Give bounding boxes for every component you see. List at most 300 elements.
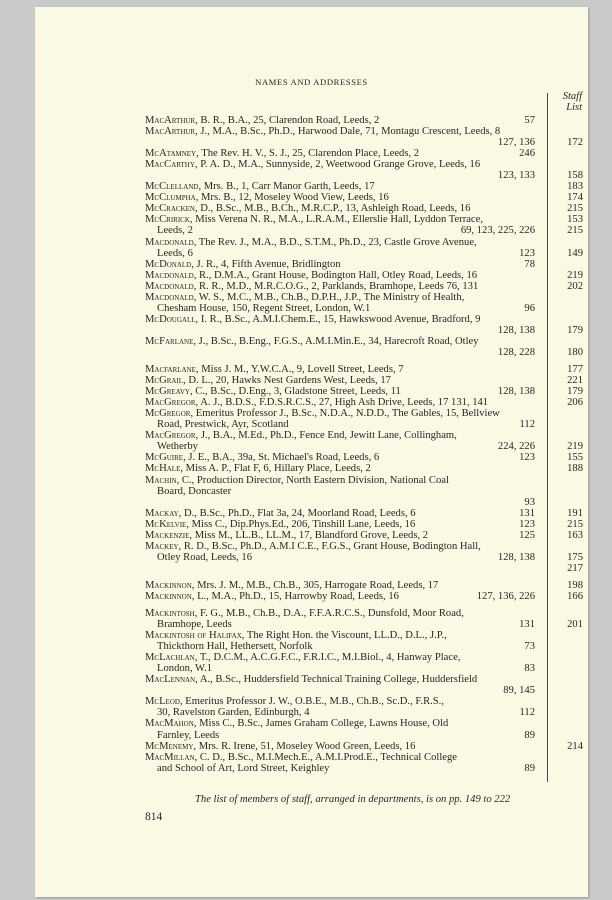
entry-text xyxy=(145,159,480,170)
entry-details: , R. R., M.D., M.R.C.O.G., 2, Parklands, Bramhope, Leeds 76, 131 xyxy=(193,280,479,292)
entry-text xyxy=(157,641,313,652)
directory-entry xyxy=(145,475,547,508)
entry-text xyxy=(145,115,379,126)
entry-line xyxy=(145,529,583,541)
directory-entry xyxy=(145,375,583,387)
entry-details: , D. L., 20, Hawks Nest Gardens West, Leeds, 17 xyxy=(183,375,391,387)
entry-text xyxy=(145,336,479,347)
entry-text xyxy=(145,364,404,375)
entry-surname: Macdonald xyxy=(145,291,194,303)
entry-text xyxy=(157,619,232,630)
entry-surname: MacCarthy xyxy=(145,159,195,171)
directory-entry xyxy=(145,540,583,574)
page-references: 246 xyxy=(519,148,535,160)
page-references: 224, 226 xyxy=(497,441,535,453)
entry-surname: McCracken xyxy=(145,203,195,215)
entry-details: , F. G., M.B., Ch.B., D.A., F.F.A.R.C.S., Dunsfold, Moor Road, xyxy=(194,608,464,620)
entry-continuation-line xyxy=(145,562,583,574)
entry-details: , W. S., M.C., M.B., Ch.B., D.P.H., J.P., The Ministry of Health, xyxy=(193,291,465,303)
entry-line xyxy=(145,126,547,137)
staff-list-page: 158 xyxy=(567,170,583,182)
entry-line xyxy=(145,314,547,325)
entry-text xyxy=(145,281,478,292)
entry-text xyxy=(145,741,415,752)
entry-details: , B. R., B.A., 25, Clarendon Road, Leeds, 2 xyxy=(195,115,380,126)
staff-list-page: 177 xyxy=(567,364,583,376)
entry-line xyxy=(145,237,547,248)
staff-list-page: 219 xyxy=(567,269,583,281)
staff-heading-line2: List xyxy=(566,102,582,113)
entry-surname: Mackintosh of Halifax xyxy=(145,630,242,642)
entry-text xyxy=(145,591,399,602)
entry-surname: Mackinnon xyxy=(145,590,192,602)
entry-line xyxy=(145,718,547,729)
entry-details: , Emeritus Professor J. W., O.B.E., M.B., Ch.B., Sc.D., F.R.S., xyxy=(179,696,444,708)
entry-text xyxy=(145,203,470,214)
entry-details: Farnley, Leeds xyxy=(157,729,220,741)
entry-line xyxy=(145,579,583,591)
staff-list-page: 155 xyxy=(567,452,583,464)
page-references: 127, 136, 226 xyxy=(476,590,535,602)
entry-details: , D., B.Sc., M.B., B.Ch., M.R.C.P., 13, Ashleigh Road, Leeds, 16 xyxy=(194,203,471,215)
entry-details: , Mrs. B., 12, Moseley Wood View, Leeds, 16 xyxy=(195,192,389,204)
page-references: 127, 136 xyxy=(497,137,535,149)
entry-text xyxy=(157,730,219,741)
entry-text xyxy=(145,148,419,159)
staff-list-page: 198 xyxy=(567,579,583,591)
entry-continuation-line xyxy=(145,641,547,652)
page-references: 112 xyxy=(519,707,535,719)
entry-continuation-line xyxy=(145,763,547,774)
entry-continuation-line xyxy=(145,303,547,314)
entry-details: , Miss J. M., Y.W.C.A., 9, Lovell Street, Leeds, 7 xyxy=(195,364,404,376)
entry-line xyxy=(145,192,583,204)
entry-surname: McGreavy xyxy=(145,386,190,398)
entry-surname: MacMahon xyxy=(145,718,194,730)
directory-entry xyxy=(145,126,583,149)
entry-surname: Macdonald xyxy=(145,280,194,292)
entry-line xyxy=(145,408,547,419)
entry-details: , J. E., B.A., 39a, St. Michael's Road, Leeds, 6 xyxy=(183,452,380,464)
entry-details: , The Rev. J., M.A., B.D., S.T.M., Ph.D., 23, Castle Grove Avenue, xyxy=(193,236,477,248)
directory-entry xyxy=(145,652,547,674)
entry-details: Board, Doncaster xyxy=(157,485,232,497)
entry-continuation-line xyxy=(145,324,583,336)
entry-details: , The Right Hon. the Viscount, LL.D., D.L., J.P., xyxy=(241,630,447,642)
entry-line xyxy=(145,181,583,193)
entry-line xyxy=(145,475,547,486)
staff-list-page: 215 xyxy=(567,518,583,530)
entry-text xyxy=(145,397,488,408)
entry-text xyxy=(145,270,477,281)
entry-details: , I. R., B.Sc., A.M.I.Chem.E., 15, Hawkswood Avenue, Bradford, 9 xyxy=(195,313,481,325)
entry-text xyxy=(157,486,231,497)
entry-details: , C. D., B.Sc., M.I.Mech.E., A.M.I.Prod.E., Technical College xyxy=(194,751,457,763)
entry-text xyxy=(145,674,477,685)
entry-line xyxy=(145,752,547,763)
entry-text xyxy=(145,430,457,441)
page-references: 123 xyxy=(519,452,535,464)
entry-surname: McGrail xyxy=(145,375,184,387)
entry-details: , J., B.Sc., B.Eng., F.G.S., A.M.I.Min.E., 34, Harecroft Road, Otley xyxy=(193,335,479,347)
page-number: 814 xyxy=(145,811,163,823)
entry-details: , P. A. D., M.A., Sunnyside, 2, Weetwood Grange Grove, Leeds, 16 xyxy=(194,159,481,171)
page-references: 73 xyxy=(524,641,535,653)
entry-details: , C., Production Director, North Eastern Division, National Coal xyxy=(176,474,449,486)
entry-line xyxy=(145,115,547,126)
staff-list-column-heading xyxy=(552,91,582,113)
entry-line xyxy=(145,463,583,475)
entry-surname: McFarlane xyxy=(145,335,194,347)
directory-entry xyxy=(145,181,583,193)
directory-entry xyxy=(145,452,583,464)
entry-surname: McClumpha xyxy=(145,192,196,204)
directory-entry xyxy=(145,148,547,159)
entry-surname: McGregor xyxy=(145,408,191,420)
entry-text xyxy=(145,519,415,530)
entry-details: Bramhope, Leeds xyxy=(157,619,232,631)
entry-details: , Miss M., LL.B., LL.M., 17, Blandford Grove, Leeds, 2 xyxy=(189,529,429,541)
page-references: 128, 228 xyxy=(497,346,535,358)
entry-line xyxy=(145,674,547,685)
entry-details: Road, Prestwick, Ayr, Scotland xyxy=(157,419,289,431)
entry-details: , A., B.Sc., Huddersfield Technical Training College, Huddersfield xyxy=(195,674,478,686)
staff-list-page: 221 xyxy=(567,375,583,387)
entry-surname: Mackenzie xyxy=(145,529,190,541)
entry-surname: Macdonald xyxy=(145,236,194,248)
entry-surname: McClelland xyxy=(145,181,199,193)
entry-line xyxy=(145,590,583,602)
entry-text xyxy=(145,752,457,763)
entry-continuation-line xyxy=(145,707,547,718)
entry-details: , Mrs. J. M., M.B., Ch.B., 305, Harrogate Road, Leeds, 17 xyxy=(191,579,439,591)
entry-line xyxy=(145,430,547,441)
entry-text xyxy=(157,225,193,236)
page-references: 83 xyxy=(524,663,535,675)
entry-details: Leeds, 2 xyxy=(157,225,193,237)
directory-entry xyxy=(145,335,583,358)
directory-entry xyxy=(145,159,583,182)
directory-entry xyxy=(145,386,583,398)
entry-details: , Mrs. R. Irene, 51, Moseley Wood Green, Leeds, 16 xyxy=(193,740,416,752)
entry-text xyxy=(145,408,500,419)
staff-list-page: 179 xyxy=(567,386,583,398)
entry-surname: McAtamney xyxy=(145,148,197,160)
entry-details: Chesham House, 150, Regent Street, London, W.1 xyxy=(157,302,371,314)
staff-list-page: 179 xyxy=(567,324,583,336)
entry-line xyxy=(145,269,583,281)
staff-list-page: 201 xyxy=(567,619,583,631)
directory-entry xyxy=(145,280,583,292)
page-references: 89 xyxy=(524,762,535,774)
entry-continuation-line xyxy=(145,225,583,237)
staff-list-page: 215 xyxy=(567,225,583,237)
entry-text xyxy=(145,237,477,248)
entry-line xyxy=(145,214,583,226)
directory-entry xyxy=(145,430,583,453)
entry-line xyxy=(145,375,583,387)
entry-surname: McHale xyxy=(145,463,181,475)
entry-details: 30, Ravelston Garden, Edinburgh, 4 xyxy=(157,707,310,719)
entry-text xyxy=(157,441,198,452)
directory-entry xyxy=(145,630,547,652)
page-references: 57 xyxy=(524,115,535,126)
entry-continuation-line xyxy=(145,551,583,563)
entry-text xyxy=(145,718,448,729)
entry-line xyxy=(145,397,583,409)
entry-surname: MacLennan xyxy=(145,674,196,686)
entry-continuation-line xyxy=(145,441,583,453)
directory-entry xyxy=(145,608,583,631)
entry-text xyxy=(145,259,341,270)
directory-entry xyxy=(145,718,547,740)
directory-entry xyxy=(145,214,583,237)
entry-text xyxy=(145,580,438,591)
entry-continuation-line xyxy=(145,685,547,696)
directory-entry xyxy=(145,259,547,270)
entry-continuation-line xyxy=(145,619,583,631)
entry-continuation-line xyxy=(145,663,547,674)
entry-text xyxy=(145,375,391,386)
entry-surname: MacMillan xyxy=(145,751,195,763)
entry-surname: Macfarlane xyxy=(145,364,196,376)
staff-list-page: 214 xyxy=(567,740,583,752)
entry-text xyxy=(145,696,444,707)
entry-text xyxy=(145,463,371,474)
entry-text xyxy=(145,181,375,192)
page-references: 89 xyxy=(524,729,535,741)
entry-continuation-line xyxy=(145,346,583,358)
entry-surname: MacGregor xyxy=(145,430,196,442)
staff-list-page: 166 xyxy=(567,590,583,602)
staff-list-page: 174 xyxy=(567,192,583,204)
directory-entry xyxy=(145,590,583,602)
directory-entry xyxy=(145,397,583,409)
entry-text xyxy=(157,763,329,774)
entry-text xyxy=(145,314,480,325)
entry-line xyxy=(145,280,583,292)
entry-line xyxy=(145,148,547,159)
entry-surname: McDougall xyxy=(145,313,196,325)
page-references: 123, 133 xyxy=(497,170,535,182)
staff-list-page: 149 xyxy=(567,247,583,259)
staff-list-page: 183 xyxy=(567,181,583,193)
directory-entry xyxy=(145,518,583,530)
entry-text xyxy=(145,475,449,486)
entry-line xyxy=(145,452,583,464)
directory-entry xyxy=(145,507,583,519)
entry-surname: Machin xyxy=(145,474,177,486)
entry-text xyxy=(145,530,428,541)
entry-text xyxy=(145,541,481,552)
entry-line xyxy=(145,630,547,641)
entry-surname: McLeod xyxy=(145,696,180,708)
entry-text xyxy=(145,386,401,397)
staff-list-page: 188 xyxy=(567,463,583,475)
directory-entry xyxy=(145,674,547,696)
entry-text xyxy=(157,303,370,314)
entry-line xyxy=(145,652,547,663)
entry-text xyxy=(157,248,193,259)
entry-continuation-line xyxy=(145,170,583,182)
directory-entry xyxy=(145,408,547,430)
page-references: 131 xyxy=(519,619,535,631)
page-references: 69, 123, 225, 226 xyxy=(460,225,535,237)
page-references: 123 xyxy=(519,247,535,259)
entry-surname: McLachlan xyxy=(145,652,195,664)
entry-details: Thickthorn Hall, Hethersett, Norfolk xyxy=(157,641,313,653)
page-heading: NAMES AND ADDRESSES xyxy=(255,77,368,87)
directory-entry xyxy=(145,579,583,591)
entry-details: Otley Road, Leeds, 16 xyxy=(157,551,253,563)
entry-details: , The Rev. H. V., S. J., 25, Clarendon Place, Leeds, 2 xyxy=(196,148,420,160)
entry-details: , Miss Verena N. R., M.A., L.R.A.M., Ellerslie Hall, Lyddon Terrace, xyxy=(189,214,483,226)
entry-continuation-line xyxy=(145,497,547,508)
entry-surname: McGuire xyxy=(145,452,184,464)
entry-text xyxy=(145,630,447,641)
entry-surname: Mackay xyxy=(145,507,179,519)
entry-surname: McKelvie xyxy=(145,518,187,530)
column-divider-rule xyxy=(547,93,548,782)
page-references: 131 xyxy=(519,507,535,519)
entry-text xyxy=(157,707,310,718)
entry-details: and School of Art, Lord Street, Keighley xyxy=(157,762,330,774)
entry-details: , L., M.A., Ph.D., 15, Harrowby Road, Leeds, 16 xyxy=(191,590,399,602)
page-references: 128, 138 xyxy=(497,324,535,336)
entry-surname: Mackey xyxy=(145,540,179,552)
directory-entry xyxy=(145,292,547,314)
directory-entry xyxy=(145,269,583,281)
entry-line xyxy=(145,541,547,552)
footnote: The list of members of staff, arranged in departments, is on pp. 149 to 222 xyxy=(195,794,511,805)
staff-list-page: 217 xyxy=(567,562,583,574)
entry-continuation-line xyxy=(145,247,583,259)
entry-continuation-line xyxy=(145,730,547,741)
directory-entry xyxy=(145,364,583,376)
staff-list-page: 202 xyxy=(567,280,583,292)
entry-text xyxy=(157,419,289,430)
directory-entries xyxy=(145,115,583,774)
staff-list-page: 191 xyxy=(567,507,583,519)
entry-details: , Miss C., B.Sc., James Graham College, Lawns House, Old xyxy=(193,718,449,730)
entry-line xyxy=(145,518,583,530)
entry-details: , T., D.C.M., A.C.G.F.C., F.R.I.C., M.I.Biol., 4, Hanway Place, xyxy=(194,652,461,664)
entry-line xyxy=(145,740,583,752)
entry-surname: Mackintosh xyxy=(145,608,195,620)
book-page xyxy=(35,7,588,897)
entry-continuation-line xyxy=(145,419,547,430)
entry-text xyxy=(145,608,464,619)
entry-details: , J. R., 4, Fifth Avenue, Bridlington xyxy=(191,258,341,270)
entry-line xyxy=(145,159,547,170)
directory-entry xyxy=(145,529,583,541)
directory-entry xyxy=(145,752,547,774)
staff-list-page: 163 xyxy=(567,529,583,541)
directory-entry xyxy=(145,313,583,336)
page-references: 96 xyxy=(524,302,535,314)
entry-text xyxy=(157,552,252,563)
entry-details: , C., B.Sc., D.Eng., 3, Gladstone Street, Leeds, 11 xyxy=(189,386,401,398)
entry-surname: MacGregor xyxy=(145,397,196,409)
entry-details: , Miss C., Dip.Phys.Ed., 206, Tinshill Lane, Leeds, 16 xyxy=(186,518,416,530)
staff-list-page: 206 xyxy=(567,397,583,409)
entry-text xyxy=(145,652,460,663)
entry-text xyxy=(157,663,212,674)
entry-text xyxy=(145,192,389,203)
entry-details: Wetherby xyxy=(157,441,198,453)
entry-details: Leeds, 6 xyxy=(157,247,193,259)
staff-list-page: 175 xyxy=(567,551,583,563)
staff-list-page: 219 xyxy=(567,441,583,453)
entry-continuation-line xyxy=(145,486,547,497)
directory-entry xyxy=(145,696,547,718)
entry-line xyxy=(145,386,583,398)
page-references: 128, 138 xyxy=(497,551,535,563)
entry-line xyxy=(145,364,583,376)
page-references: 123 xyxy=(519,518,535,530)
page-references: 93 xyxy=(524,496,535,508)
entry-surname: MacArthur xyxy=(145,115,196,126)
page-references: 78 xyxy=(524,258,535,270)
directory-entry xyxy=(145,115,547,126)
entry-details: , Mrs. B., 1, Carr Manor Garth, Leeds, 17 xyxy=(198,181,375,193)
entry-surname: McDonald xyxy=(145,258,192,270)
entry-details: , J., M.A., B.Sc., Ph.D., Harwood Dale, 71, Montagu Crescent, Leeds, 8 xyxy=(195,126,501,138)
entry-details: , A. J., B.D.S., F.D.S.R.C.S., 27, High Ash Drive, Leeds, 17 131, 141 xyxy=(195,397,489,409)
directory-entry xyxy=(145,236,583,259)
entry-line xyxy=(145,336,547,347)
page-references: 128, 138 xyxy=(497,386,535,398)
directory-entry xyxy=(145,192,583,204)
entry-details: , J., B.A., M.Ed., Ph.D., Fence End, Jewitt Lane, Collingham, xyxy=(195,430,457,442)
entry-details: , R. D., B.Sc., Ph.D., A.M.I C.E., F.G.S., Grant House, Bodington Hall, xyxy=(178,540,481,552)
entry-text xyxy=(145,508,416,519)
entry-surname: McMenemy xyxy=(145,740,194,752)
entry-details: , Emeritus Professor J., B.Sc., N.D.A., N.D.D., The Gables, 15, Bellview xyxy=(190,408,500,420)
page-references: 125 xyxy=(519,529,535,541)
staff-heading-line1: Staff xyxy=(562,91,582,102)
entry-surname: Macdonald xyxy=(145,269,194,281)
entry-text xyxy=(145,126,500,137)
entry-text xyxy=(145,452,379,463)
entry-line xyxy=(145,507,583,519)
entry-continuation-line xyxy=(145,137,583,149)
page-references: 89, 145 xyxy=(503,685,535,697)
entry-details: , R., D.M.A., Grant House, Bodington Hall, Otley Road, Leeds, 16 xyxy=(193,269,478,281)
entry-line xyxy=(145,259,547,270)
staff-list-page: 180 xyxy=(567,346,583,358)
entry-surname: MacArthur xyxy=(145,126,196,138)
entry-line xyxy=(145,696,547,707)
entry-line xyxy=(145,608,547,619)
staff-list-page: 153 xyxy=(567,214,583,226)
entry-line xyxy=(145,292,547,303)
staff-list-page: 215 xyxy=(567,203,583,215)
entry-details: , D., B.Sc., Ph.D., Flat 3a, 24, Moorland Road, Leeds, 6 xyxy=(178,507,416,519)
entry-text xyxy=(145,292,464,303)
directory-entry xyxy=(145,203,583,215)
entry-surname: Mackinnon xyxy=(145,579,192,591)
staff-list-page: 172 xyxy=(567,137,583,149)
page-references: 112 xyxy=(519,419,535,431)
directory-entry xyxy=(145,740,583,752)
entry-details: , Miss A. P., Flat F, 6, Hillary Place, Leeds, 2 xyxy=(180,463,371,475)
entry-details: London, W.1 xyxy=(157,663,213,675)
entry-surname: McCririck xyxy=(145,214,190,226)
entry-line xyxy=(145,203,583,215)
directory-entry xyxy=(145,463,583,475)
entry-text xyxy=(145,214,483,225)
